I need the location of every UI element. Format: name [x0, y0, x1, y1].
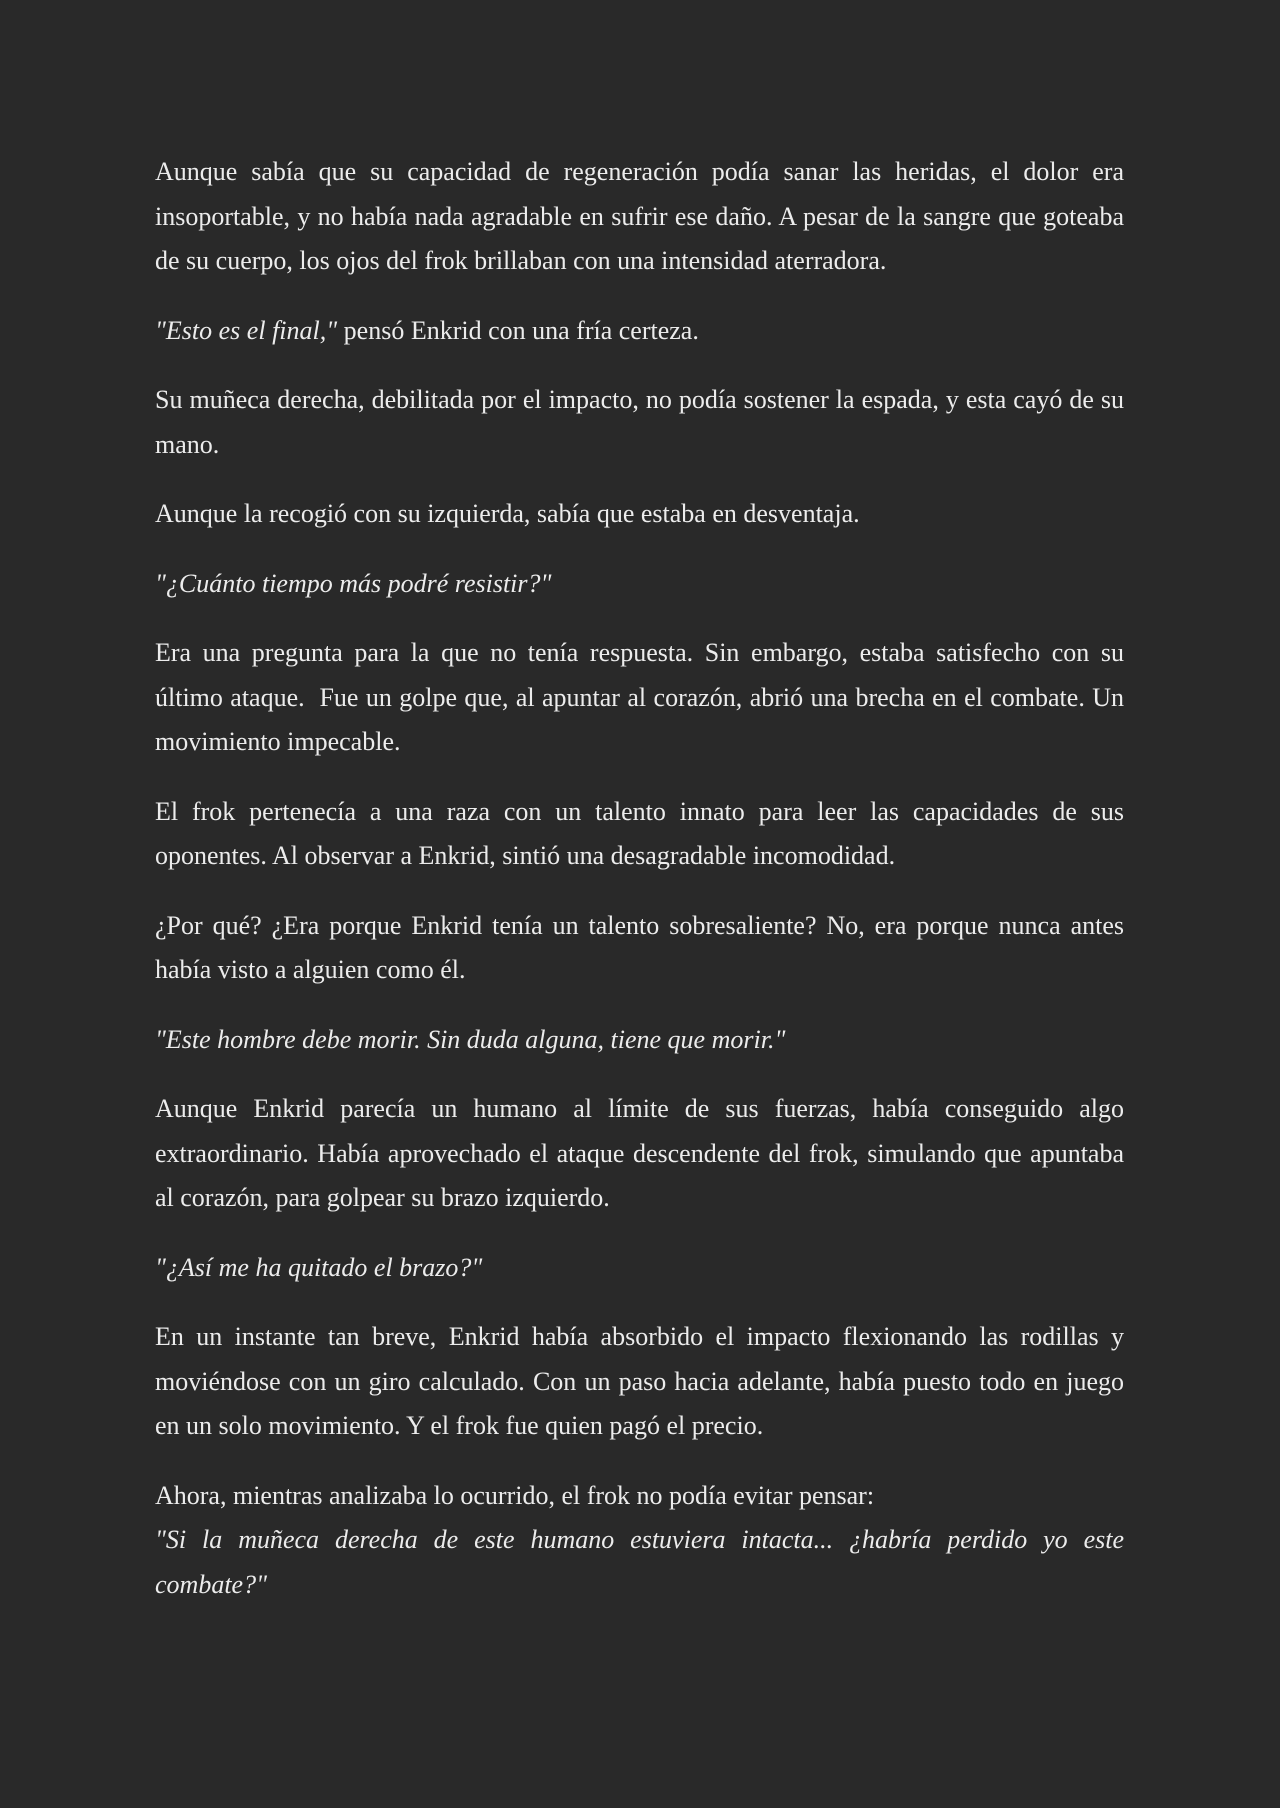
reader-page [155, 150, 1131, 1632]
paragraph-thought: "Si la muñeca derecha de este humano estuviera intacta... ¿habría perdido yo este combate?" [155, 1525, 1124, 1599]
paragraph-thought: "¿Así me ha quitado el brazo?" [155, 1252, 483, 1282]
paragraph-narration: Aunque sabía que su capacidad de regeneración podía sanar las heridas, el dolor era insoportable, y no había nada agradable en sufrir ese daño. A pesar de la sangre que goteaba de su cuerpo, los ojos del frok brillaban con una intensidad aterradora. [155, 157, 1124, 275]
paragraph-narration: ¿Por qué? ¿Era porque Enkrid tenía un talento sobresaliente? No, era porque nunca antes había visto a alguien como él. [155, 910, 1124, 984]
paragraph-narration: Su muñeca derecha, debilitada por el impacto, no podía sostener la espada, y esta cayó de su mano. [155, 385, 1124, 459]
paragraph-narration: El frok pertenecía a una raza con un talento innato para leer las capacidades de sus oponentes. Al observar a Enkrid, sintió una desagradable incomodidad. [155, 796, 1124, 870]
paragraph-thought: "Este hombre debe morir. Sin duda alguna, tiene que morir." [155, 1024, 786, 1054]
paragraph-narration: Aunque Enkrid parecía un humano al límite de sus fuerzas, había conseguido algo extraordinario. Había aprovechado el ataque descendente del frok, simulando que apuntaba al corazón, para golpear su brazo izquierdo. [155, 1094, 1124, 1212]
paragraph-thought-narration [155, 309, 1124, 354]
paragraph-narration: Aunque la recogió con su izquierda, sabía que estaba en desventaja. [155, 499, 860, 528]
narration-text: pensó Enkrid con una fría certeza. [337, 315, 699, 345]
inner-thought: "Esto es el final," [155, 315, 338, 345]
paragraph-narration: Era una pregunta para la que no tenía respuesta. Sin embargo, estaba satisfecho con su último ataque. Fue un golpe que, al apuntar al corazón, abrió una brecha en el combate. Un movimiento impecable. [155, 638, 1131, 756]
paragraph-narration: Ahora, mientras analizaba lo ocurrido, el frok no podía evitar pensar: [155, 1480, 875, 1510]
paragraph-narration: En un instante tan breve, Enkrid había absorbido el impacto flexionando las rodillas y moviéndose con un giro calculado. Con un paso hacia adelante, había puesto todo en juego en un solo movimiento. Y el frok fue quien pagó el precio. [155, 1322, 1124, 1440]
paragraph-thought: "¿Cuánto tiempo más podré resistir?" [155, 568, 552, 598]
